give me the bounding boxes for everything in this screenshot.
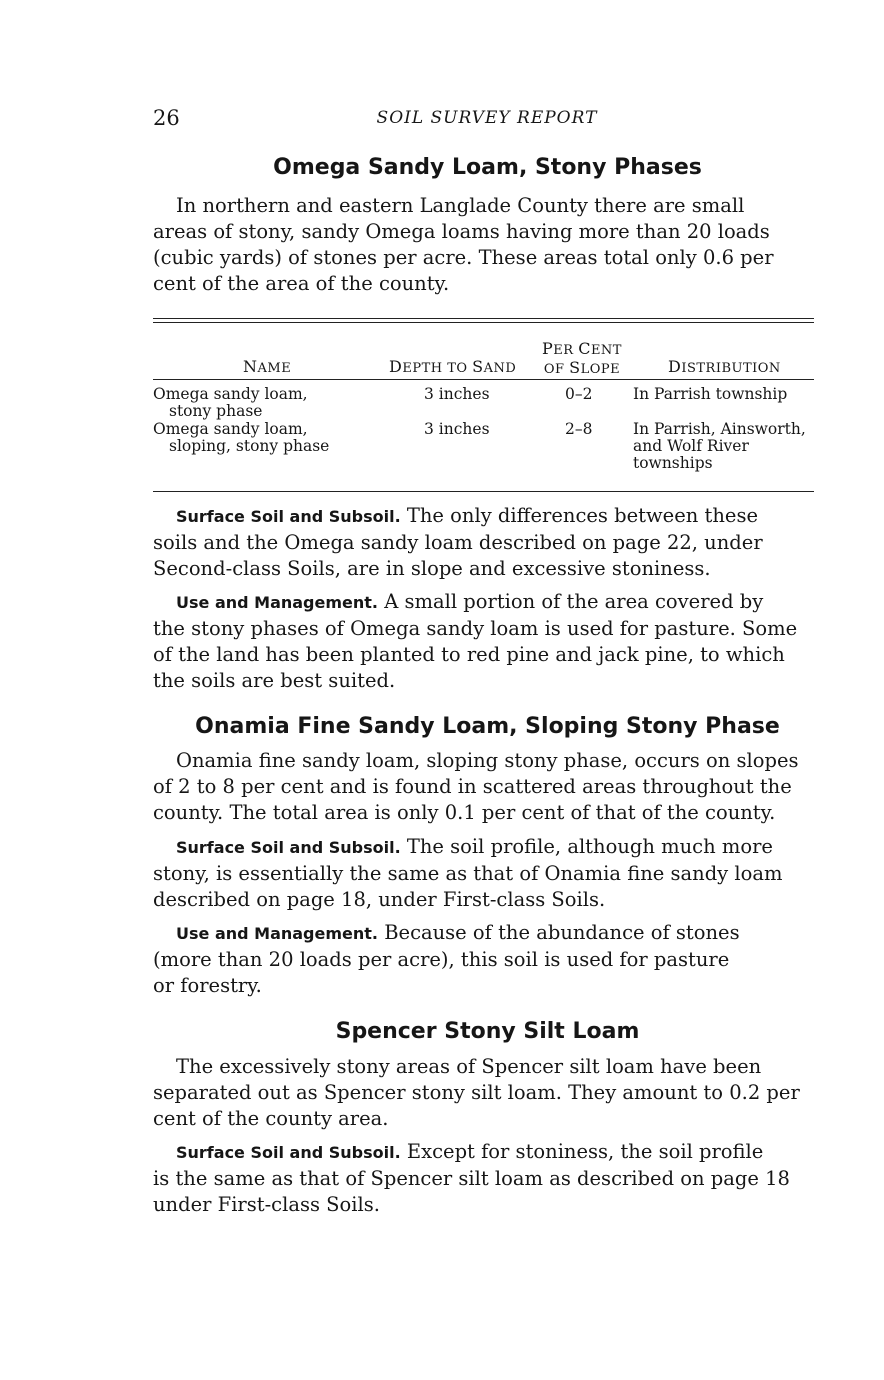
run-in-heading: Surface Soil and Subsoil. bbox=[176, 838, 401, 857]
text-line: The excessively stony areas of Spencer silt loam have been bbox=[176, 1055, 762, 1078]
omega-intro-paragraph bbox=[153, 193, 821, 297]
table-top-rule-double bbox=[153, 322, 814, 323]
text-line: soils and the Omega sandy loam described on page 22, under bbox=[153, 531, 763, 554]
text-line: the stony phases of Omega sandy loam is used for pasture. Some bbox=[153, 617, 798, 640]
table-row-2-distribution: In Parrish, Ainsworth, and Wolf River townships bbox=[633, 420, 806, 472]
text-line: stony, is essentially the same as that of Onamia fine sandy loam bbox=[153, 862, 783, 885]
table-row-2-name: Omega sandy loam, sloping, stony phase bbox=[153, 420, 330, 455]
spencer-surface-paragraph bbox=[153, 1139, 821, 1218]
header-depth-to-sand: DEPTH TO SAND bbox=[389, 357, 517, 376]
text-line: (cubic yards) of stones per acre. These areas total only 0.6 per bbox=[153, 246, 774, 269]
spencer-intro-paragraph bbox=[153, 1054, 821, 1132]
report-title: SOIL SURVEY REPORT bbox=[376, 108, 598, 128]
table-row-2-depth: 3 inches bbox=[424, 420, 490, 438]
section-heading-spencer: Spencer Stony Silt Loam bbox=[335, 1019, 640, 1044]
run-in-heading: Use and Management. bbox=[176, 924, 378, 943]
run-in-heading: Use and Management. bbox=[176, 593, 378, 612]
text-line: described on page 18, under First-class Soils. bbox=[153, 888, 606, 911]
text-line: areas of stony, sandy Omega loams having more than 20 loads bbox=[153, 220, 770, 243]
table-bottom-rule bbox=[153, 491, 814, 492]
text-line: Onamia fine sandy loam, sloping stony phase, occurs on slopes bbox=[176, 749, 799, 772]
text-line: Because of the abundance of stones bbox=[378, 921, 740, 944]
page-number: 26 bbox=[153, 106, 180, 130]
text-line: Second-class Soils, are in slope and excessive stoniness. bbox=[153, 557, 711, 580]
running-head bbox=[153, 106, 821, 132]
table-row-2-slope: 2–8 bbox=[565, 420, 593, 438]
onamia-intro-paragraph bbox=[153, 748, 821, 826]
text-line: or forestry. bbox=[153, 974, 262, 997]
table-row-1-distribution: In Parrish township bbox=[633, 385, 788, 403]
omega-use-paragraph bbox=[153, 589, 821, 694]
section-heading-omega: Omega Sandy Loam, Stony Phases bbox=[273, 155, 702, 180]
run-in-heading: Surface Soil and Subsoil. bbox=[176, 507, 401, 526]
text-line: is the same as that of Spencer silt loam as described on page 18 bbox=[153, 1167, 790, 1190]
text-line: (more than 20 loads per acre), this soil is used for pasture bbox=[153, 948, 730, 971]
header-name: NAME bbox=[243, 357, 292, 376]
table-header-rule bbox=[153, 379, 814, 380]
text-line: Except for stoniness, the soil profile bbox=[400, 1140, 764, 1163]
text-line: cent of the area of the county. bbox=[153, 272, 450, 295]
table-top-rule bbox=[153, 318, 814, 319]
text-line: In northern and eastern Langlade County there are small bbox=[176, 194, 745, 217]
text-line: cent of the county area. bbox=[153, 1107, 389, 1130]
run-in-heading: Surface Soil and Subsoil. bbox=[176, 1143, 401, 1162]
onamia-use-paragraph bbox=[153, 920, 821, 999]
text-line: of 2 to 8 per cent and is found in scattered areas throughout the bbox=[153, 775, 792, 798]
section-heading-onamia: Onamia Fine Sandy Loam, Sloping Stony Phase bbox=[195, 714, 780, 739]
text-line: separated out as Spencer stony silt loam. They amount to 0.2 per bbox=[153, 1081, 800, 1104]
onamia-surface-paragraph bbox=[153, 834, 821, 913]
table-row-1-slope: 0–2 bbox=[565, 385, 593, 403]
text-line: the soils are best suited. bbox=[153, 669, 396, 692]
header-distribution: DISTRIBUTION bbox=[668, 357, 781, 376]
text-line: A small portion of the area covered by bbox=[378, 590, 764, 613]
omega-surface-paragraph bbox=[153, 503, 821, 582]
header-per-cent-of-slope: PER CENT OF SLOPE bbox=[542, 339, 622, 377]
table-row-1-name: Omega sandy loam, stony phase bbox=[153, 385, 308, 420]
text-line: The only differences between these bbox=[400, 504, 758, 527]
text-line: of the land has been planted to red pine and jack pine, to which bbox=[153, 643, 785, 666]
text-line: The soil profile, although much more bbox=[400, 835, 773, 858]
text-line: county. The total area is only 0.1 per cent of that of the county. bbox=[153, 801, 776, 824]
table-row-1-depth: 3 inches bbox=[424, 385, 490, 403]
text-line: under First-class Soils. bbox=[153, 1193, 380, 1216]
